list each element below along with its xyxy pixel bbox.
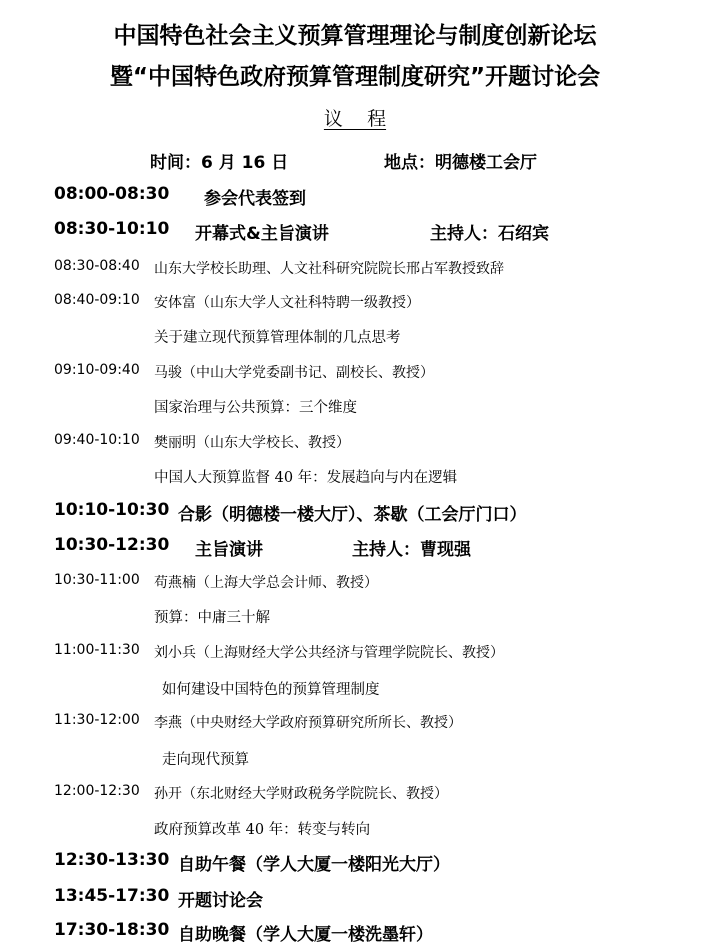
speech-topic: 预算：中庸三十解 [154,610,270,626]
speech-time: 09:40-10:10 [54,432,140,448]
session-label: 合影（明德楼一楼大厅）、茶歇（工会厅门口） [178,505,527,525]
speech-topic: 政府预算改革 40 年：转变与转向 [154,822,371,838]
session-time: 10:30-12:30 [54,535,170,555]
speech-time: 11:00-11:30 [54,642,140,658]
session-time: 08:30-10:10 [54,219,170,239]
speech-time: 10:30-11:00 [54,572,140,588]
speech-topic: 如何建设中国特色的预算管理制度 [162,682,380,698]
session-label: 自助午餐（学人大厦一楼阳光大厅） [178,855,450,875]
speech-speaker: 马骏（中山大学党委副书记、副校长、教授） [154,365,434,381]
session-label: 自助晚餐（学人大厦一楼洗墨轩） [178,925,433,945]
speech-topic: 关于建立现代预算管理体制的几点思考 [154,330,401,346]
session-host: 主持人：曹现强 [352,540,471,560]
speech-speaker: 李燕（中央财经大学政府预算研究所所长、教授） [154,715,462,731]
session-time: 08:00-08:30 [54,184,170,204]
speech-time: 09:10-09:40 [54,362,140,378]
speech-speaker: 刘小兵（上海财经大学公共经济与管理学院院长、教授） [154,645,504,661]
speech-time: 08:30-08:40 [54,258,140,274]
session-time: 13:45-17:30 [54,886,170,906]
speech-topic: 中国人大预算监督 40 年：发展趋向与内在逻辑 [154,470,458,486]
session-label: 参会代表签到 [204,189,306,209]
speech-speaker: 樊丽明（山东大学校长、教授） [154,435,350,451]
speech-speaker: 苟燕楠（上海大学总会计师、教授） [154,575,378,591]
speech-topic: 走向现代预算 [162,752,249,768]
speech-topic: 国家治理与公共预算：三个维度 [154,400,357,416]
document-title-line1: 中国特色社会主义预算管理理论与制度创新论坛 [113,23,597,49]
speech-time: 11:30-12:00 [54,712,140,728]
agenda-heading [0,104,710,131]
agenda-heading-text: 议 程 [323,108,387,130]
session-time: 17:30-18:30 [54,920,170,940]
session-time: 10:10-10:30 [54,500,170,520]
session-label: 开幕式&主旨演讲 [195,224,329,244]
event-date: 时间：6 月 16 日 [150,153,289,173]
session-label: 主旨演讲 [195,540,263,560]
speech-time: 12:00-12:30 [54,783,140,799]
speech-speaker: 安体富（山东大学人文社科特聘一级教授） [154,295,420,311]
speech-speaker: 山东大学校长助理、人文社科研究院院长邢占军教授致辞 [154,261,504,277]
document-title-line2: 暨“中国特色政府预算管理制度研究”开题讨论会 [109,64,601,90]
session-time: 12:30-13:30 [54,850,170,870]
session-label: 开题讨论会 [178,891,263,911]
speech-time: 08:40-09:10 [54,292,140,308]
session-host: 主持人：石绍宾 [430,224,549,244]
event-location: 地点：明德楼工会厅 [384,153,537,173]
speech-speaker: 孙开（东北财经大学财政税务学院院长、教授） [154,786,448,802]
